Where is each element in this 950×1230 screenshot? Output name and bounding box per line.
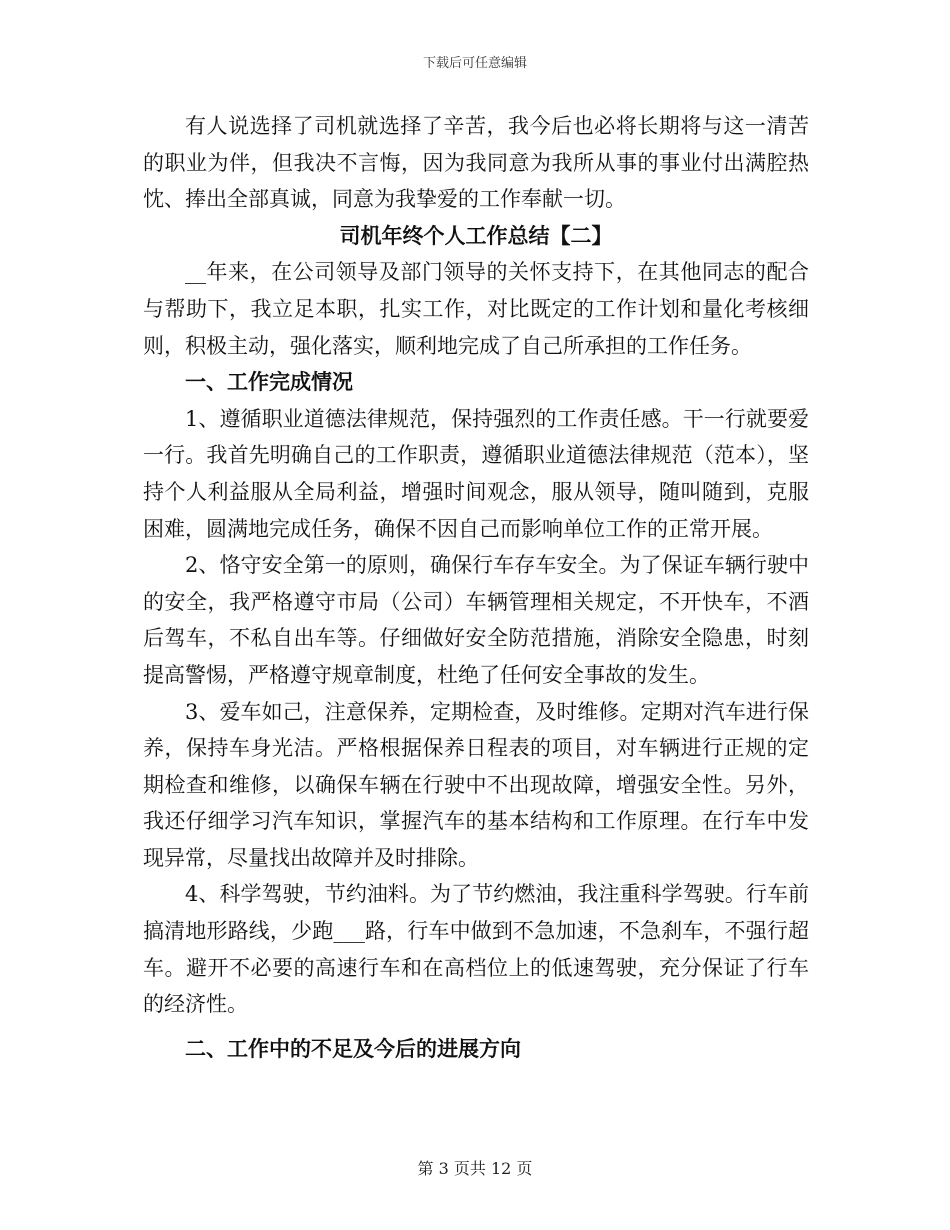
list-item: 3、爱车如己，注意保养，定期检查，及时维修。定期对汽车进行保养，保持车身光洁。严格根据保养日程表的项目，对车辆进行正规的定期检查和维修，以确保车辆在行驶中不出现故障，增强安全性。另外，我还仔细学习汽车知识，掌握汽车的基本结构和工作原理。在行车中发现异常，尽量找出故障并及时排除。 <box>143 699 809 870</box>
section-title: 司机年终个人工作总结【二】 <box>339 222 613 248</box>
heading-shortcomings: 二、工作中的不足及今后的进展方向 <box>185 1035 521 1061</box>
list-item: 4、科学驾驶，节约油料。为了节约燃油，我注重科学驾驶。行车前搞清地形路线，少跑___路，行车中做到不急加速，不急刹车，不强行超车。避开不必要的高速行车和在高档位上的低速驾驶，充分保证了行车的经济性。 <box>143 882 809 1017</box>
intro-paragraph: 有人说选择了司机就选择了辛苦，我今后也必将长期将与这一清苦的职业为伴，但我决不言悔，因为我同意为我所从事的事业付出满腔热忱、捧出全部真诚，同意为我挚爱的工作奉献一切。 <box>143 114 809 212</box>
page-footer: 第 3 页共 12 页 <box>417 1159 533 1178</box>
opening-paragraph: __年来，在公司领导及部门领导的关怀支持下，在其他同志的配合与帮助下，我立足本职，扎实工作，对比既定的工作计划和量化考核细则，积极主动，强化落实，顺利地完成了自己所承担的工作任务。 <box>143 260 809 358</box>
list-item: 1、遵循职业道德法律规范，保持强烈的工作责任感。干一行就要爱一行。我首先明确自己的工作职责，遵循职业道德法律规范（范本），坚持个人利益服从全局利益，增强时间观念，服从领导，随叫随到，克服困难，圆满地完成任务，确保不因自己而影响单位工作的正常开展。 <box>143 406 809 541</box>
heading-work-completion: 一、工作完成情况 <box>185 369 353 395</box>
list-item: 2、恪守安全第一的原则，确保行车存车安全。为了保证车辆行驶中的安全，我严格遵守市局（公司）车辆管理相关规定，不开快车，不酒后驾车，不私自出车等。仔细做好安全防范措施，消除安全隐患，时刻提高警惕，严格遵守规章制度，杜绝了任何安全事故的发生。 <box>143 553 809 687</box>
page-header: 下载后可任意编辑 <box>422 56 527 71</box>
document-body <box>143 108 809 1067</box>
